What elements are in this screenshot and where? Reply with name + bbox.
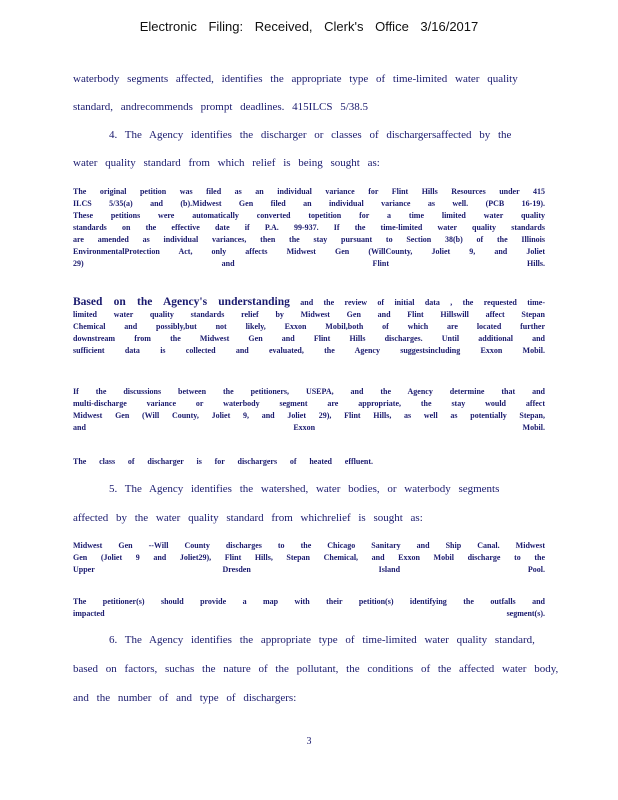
response-1-line: ILCS 5/35(a) and (b).Midwest Gen filed an individual variance as well. (PCB 16-19). [73,199,545,208]
response-5-line: Upper Dresden Island Pool. [73,565,545,574]
response-4-line: The class of discharger is for dischargers of heated effluent. [73,457,373,466]
response-5-line: Midwest Gen --Will County discharges to the Chicago Sanitary and Ship Canal. Midwest [73,541,545,550]
response-2-lead-rest: and the review of initial data , the requested time- [300,298,546,307]
item-6-line-1: 6. The Agency identifies the appropriate type of time-limited water quality standard, [109,634,535,646]
item-4-line-1: 4. The Agency identifies the discharger or classes of dischargersaffected by the [109,129,512,141]
response-3-line: multi-discharge variance or waterbody segment are appropriate, the stay would affect [73,399,545,408]
response-2-line: sufficient data is collected and evaluated, the Agency suggestsincluding Exxon Mobil. [73,346,545,355]
response-6-line: impacted segment(s). [73,609,545,618]
response-2-line: limited water quality standards relief by Midwest Gen and Flint Hillswill affect Stepan [73,310,545,319]
paragraph-3-line-2: standard, andrecommends prompt deadlines. 415ILCS 5/38.5 [73,101,369,113]
response-2-lead-line [73,296,545,309]
response-1-line: The original petition was filed as an individual variance for Flint Hills Resources under 415 [73,187,545,196]
response-block-6 [73,596,545,620]
item-4-line-2: water quality standard from which relief is being sought as: [73,157,380,169]
response-1-line: 29) and Flint Hills. [73,259,545,268]
response-block-1 [73,186,545,270]
response-2-lead: Based on the Agency's understanding [73,296,290,308]
item-5-line-1: 5. The Agency identifies the watershed, water bodies, or waterbody segments [109,483,500,495]
item-6-line-3: and the number of and type of dischargers: [73,692,297,704]
response-block-3 [73,386,545,434]
page-number: 3 [306,736,312,747]
response-1-line: These petitions were automatically converted topetition for a time limited water quality [73,211,545,220]
response-3-line: Midwest Gen (Will County, Joliet 9, and Joliet 29), Flint Hills, as well as potentially Stepan, [73,411,545,420]
response-1-line: are amended as individual variances, then the stay pursuant to Section 38(b) of the Illinois [73,235,545,244]
response-5-line: Gen (Joliet 9 and Joliet29), Flint Hills, Stepan Chemical, and Exxon Mobil discharge to the [73,553,545,562]
response-1-line: EnvironmentalProtection Act, only affects Midwest Gen (WillCounty, Joliet 9, and Joliet [73,247,545,256]
response-1-line: standards on the effective date if P.A. 99-937. If the time-limited water quality standards [73,223,545,232]
response-2-line: downstream from the Midwest Gen and Flint Hills discharges. Until additional and [73,334,545,343]
item-5-line-2: affected by the water quality standard from whichrelief is sought as: [73,512,423,524]
filing-header: Electronic Filing: Received, Clerk's Office 3/16/2017 [139,19,479,34]
response-3-line: If the discussions between the petitioners, USEPA, and the Agency determine that and [73,387,545,396]
response-block-4 [73,456,373,468]
response-6-line: The petitioner(s) should provide a map with their petition(s) identifying the outfalls and [73,597,545,606]
response-3-line: and Exxon Mobil. [73,423,545,432]
response-block-5 [73,540,545,576]
paragraph-3-line-1: waterbody segments affected, identifies the appropriate type of time-limited water quality [73,73,518,85]
response-2-line: Chemical and possibly,but not likely, Exxon Mobil,both of which are located further [73,322,545,331]
item-6-line-2: based on factors, suchas the nature of the pollutant, the conditions of the affected water body, [73,663,559,675]
response-block-2 [73,296,545,357]
